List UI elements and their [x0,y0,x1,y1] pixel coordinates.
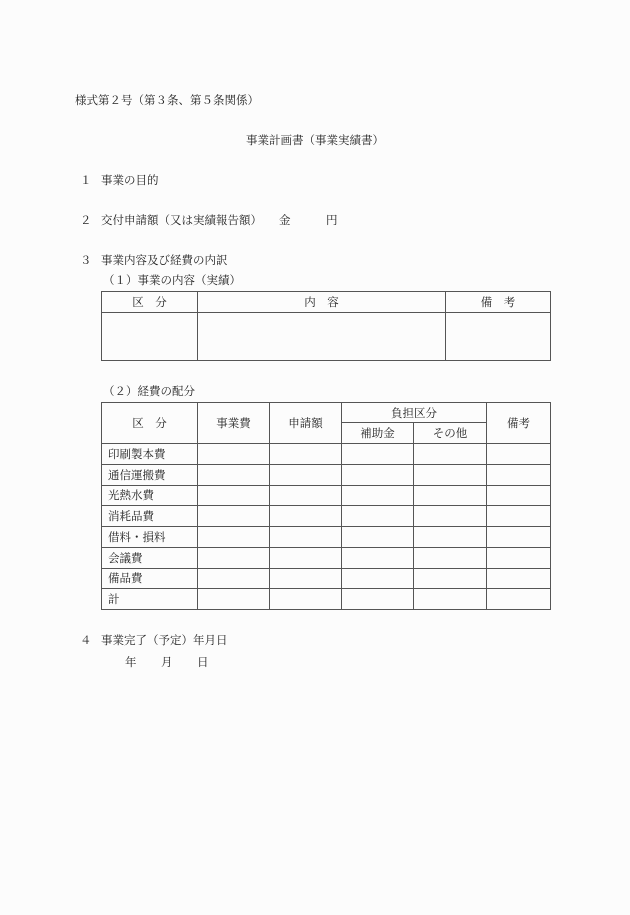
table-row [102,547,551,568]
cell[interactable] [487,464,551,485]
cell[interactable] [487,547,551,568]
cell[interactable] [342,547,414,568]
date-day: 日 [197,655,209,669]
row-label: 計 [102,589,198,610]
cell[interactable] [487,506,551,527]
expense-allocation-table [101,402,551,610]
amount-unit: 円 [326,213,338,227]
section-number: １ [80,173,92,187]
row-label: 印刷製本費 [102,444,198,465]
header-category: 区 分 [102,403,198,444]
cell[interactable] [342,444,414,465]
cell[interactable] [270,547,342,568]
cell[interactable] [198,568,270,589]
row-label: 光熱水費 [102,485,198,506]
cell[interactable] [198,444,270,465]
section-label: 事業内容及び経費の内訳 [101,253,228,267]
section-3 [80,253,228,267]
cell[interactable] [198,547,270,568]
cell[interactable] [270,485,342,506]
cell[interactable] [270,568,342,589]
header-subsidy: 補助金 [342,423,414,444]
cell[interactable] [198,464,270,485]
section-label: 交付申請額（又は実績報告額） [101,213,262,227]
row-label: 借料・損料 [102,527,198,548]
cell[interactable] [414,568,487,589]
section-label: 事業完了（予定）年月日 [101,633,228,647]
header-burden-group: 負担区分 [342,403,487,423]
cell[interactable] [342,506,414,527]
table-row-total [102,589,551,610]
section-number: ４ [80,633,92,647]
cell[interactable] [342,527,414,548]
row-label: 備品費 [102,568,198,589]
remarks-cell[interactable] [446,313,551,361]
cell[interactable] [198,485,270,506]
cell[interactable] [414,464,487,485]
cell[interactable] [270,589,342,610]
category-cell[interactable] [102,313,198,361]
document-title: 事業計画書（事業実績書） [246,133,384,147]
section-2 [80,213,262,227]
section-label: 事業の目的 [101,173,159,187]
cell[interactable] [270,464,342,485]
header-category: 区 分 [102,292,198,313]
table-row [102,485,551,506]
cell[interactable] [342,568,414,589]
cell[interactable] [487,527,551,548]
date-year: 年 [125,655,137,669]
cell[interactable] [487,568,551,589]
section-1 [80,173,159,187]
cell[interactable] [342,485,414,506]
cell[interactable] [342,464,414,485]
table-row [102,464,551,485]
header-project-cost: 事業費 [198,403,270,444]
header-remarks: 備考 [487,403,551,444]
cell[interactable] [414,444,487,465]
cell[interactable] [198,527,270,548]
cell[interactable] [487,485,551,506]
header-content: 内 容 [198,292,446,313]
subsection-2-label: （２）経費の配分 [103,384,195,398]
amount-prefix: 金 [279,213,291,227]
cell[interactable] [414,547,487,568]
cell[interactable] [270,527,342,548]
header-requested: 申請額 [270,403,342,444]
cell[interactable] [270,444,342,465]
section-number: ２ [80,213,92,227]
cell[interactable] [414,485,487,506]
table-row [102,568,551,589]
cell[interactable] [487,589,551,610]
cell[interactable] [414,506,487,527]
cell[interactable] [198,589,270,610]
row-label: 消耗品費 [102,506,198,527]
section-4 [80,633,228,647]
section-number: ３ [80,253,92,267]
header-other: その他 [414,423,487,444]
header-remarks: 備 考 [446,292,551,313]
table-row [102,527,551,548]
cell[interactable] [342,589,414,610]
project-content-table [101,291,551,361]
cell[interactable] [270,506,342,527]
form-number: 様式第２号（第３条、第５条関係） [75,93,259,107]
row-label: 通信運搬費 [102,464,198,485]
table-row [102,444,551,465]
table-row [102,506,551,527]
cell[interactable] [487,444,551,465]
date-month: 月 [161,655,173,669]
cell[interactable] [198,506,270,527]
content-cell[interactable] [198,313,446,361]
cell[interactable] [414,527,487,548]
subsection-1-label: （１）事業の内容（実績） [103,273,241,287]
row-label: 会議費 [102,547,198,568]
cell[interactable] [414,589,487,610]
